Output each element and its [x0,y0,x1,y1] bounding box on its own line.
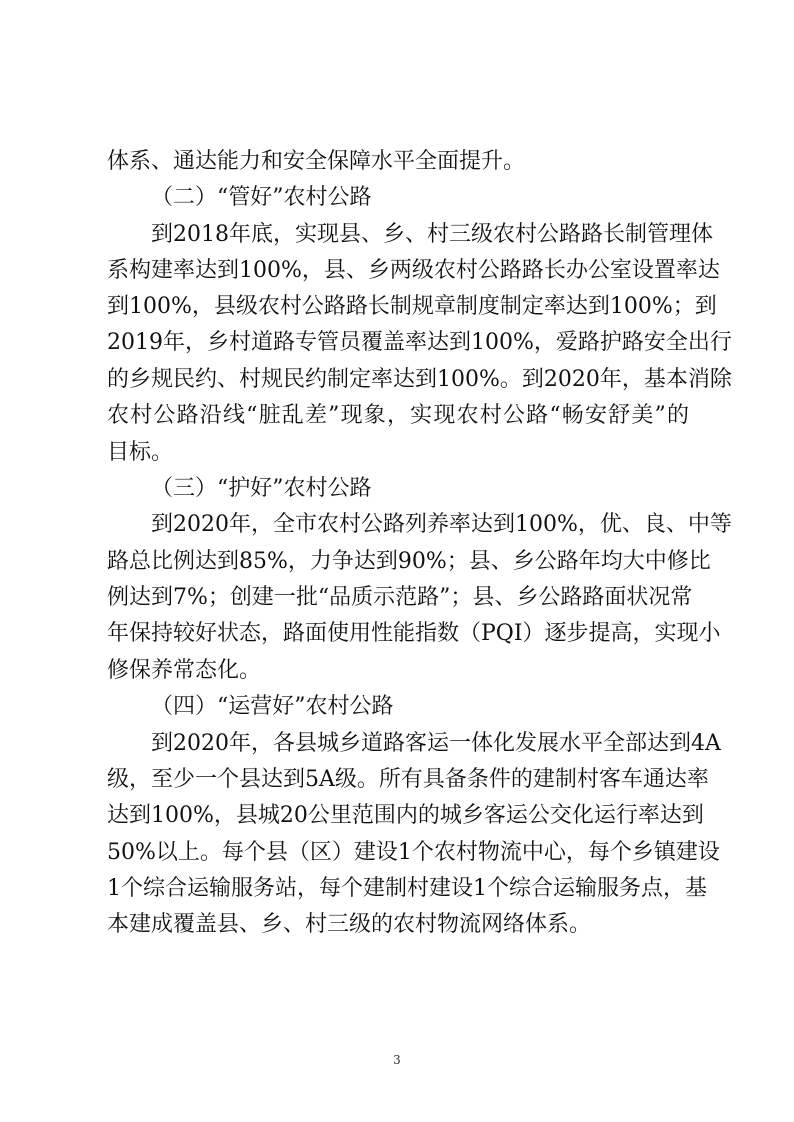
paragraph-line: 修保养常态化。 [107,658,262,683]
paragraph-line: 本建成覆盖县、乡、村三级的农村物流网络体系。 [107,912,592,937]
paragraph-line: 的乡规民约、村规民约制定率达到100%。到2020年，基本消除 [107,367,732,392]
section-heading: （三）“护好”农村公路 [151,476,372,501]
paragraph-line: 目标。 [107,440,174,465]
paragraph-line: 体系、通达能力和安全保障水平全面提升。 [107,149,526,174]
page-number: 3 [393,1053,401,1067]
paragraph-line: 到2020年，全市农村公路列养率达到100%，优、良、中等 [151,512,732,537]
section-heading: （四）“运营好”农村公路 [151,694,394,719]
paragraph-line: 到2020年，各县城乡道路客运一体化发展水平全部达到4A [151,731,721,756]
paragraph-line: 达到100%，县城20公里范围内的城乡客运公交化运行率达到 [107,803,704,828]
paragraph-line: 系构建率达到100%，县、乡两级农村公路路长办公室设置率达 [107,258,720,283]
paragraph-line: 到100%，县级农村公路路长制规章制度制定率达到100%；到 [107,294,717,319]
paragraph-line: 路总比例达到85%，力争达到90%；县、乡公路年均大中修比 [107,549,711,574]
paragraph-line: 年保持较好状态，路面使用性能指数（PQI）逐步提高，实现小 [107,621,721,646]
paragraph-line: 1个综合运输服务站，每个建制村建设1个综合运输服务点，基 [107,876,707,901]
paragraph-line: 例达到7%；创建一批“品质示范路”；县、乡公路路面状况常 [107,585,693,610]
paragraph-line: 农村公路沿线“脏乱差”现象，实现农村公路“畅安舒美”的 [107,403,689,428]
paragraph-line: 级，至少一个县达到5A级。所有具备条件的建制村客车通达率 [107,767,709,792]
paragraph-line: 2019年，乡村道路专管员覆盖率达到100%，爱路护路安全出行 [107,330,732,355]
paragraph-line: 到2018年底，实现县、乡、村三级农村公路路长制管理体 [151,222,713,247]
section-heading: （二）“管好”农村公路 [151,185,372,210]
paragraph-line: 50%以上。每个县（区）建设1个农村物流中心，每个乡镇建设 [107,840,720,865]
